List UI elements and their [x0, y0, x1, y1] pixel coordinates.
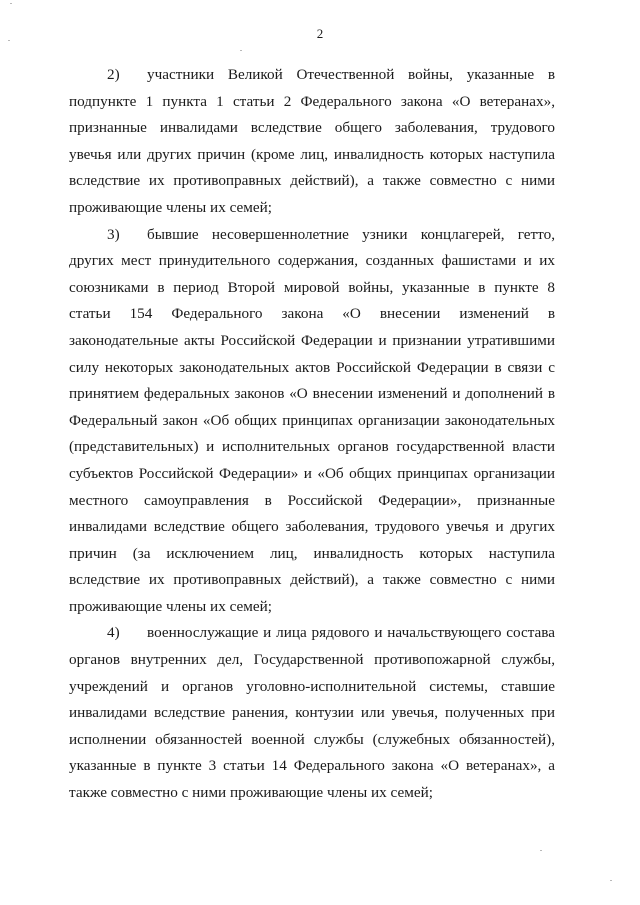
list-item — [69, 222, 555, 621]
item-text: бывшие несовершеннолетние узники концлагерей, гетто, других мест принудительного содержания, созданных фашистами и их союзниками в период Второй мировой войны, указанные в пункте 8 статьи 154 Федерального закона «О внесении изменений в законодательные акты Российской Федерации и признании утратившими силу некоторых законодательных актов Российской Федерации в связи с принятием федеральных законов «О внесении изменений и дополнений в Федеральный закон «Об общих принципах организации законодательных (представительных) и исполнительных органов государственной власти субъектов Российской Федерации» и «Об общих принципах организации местного самоуправления в Российской Федерации», признанные инвалидами вследствие общего заболевания, трудового увечья и других причин (за исключением лиц, инвалидность которых наступила вследствие их противоправных действий), а также совместно с ними проживающие члены их семей; — [69, 225, 555, 615]
item-number: 3) — [107, 225, 120, 243]
scan-speck — [10, 3, 12, 4]
scan-speck — [610, 880, 612, 881]
scan-speck — [540, 850, 542, 851]
list-item — [69, 62, 555, 222]
document-body — [69, 62, 555, 807]
item-text: участники Великой Отечественной войны, указанные в подпункте 1 пункта 1 статьи 2 Федерального закона «О ветеранах», признанные инвалидами вследствие общего заболевания, трудового увечья или других причин (кроме лиц, инвалидность которых наступила вследствие их противоправных действий), а также совместно с ними проживающие члены их семей; — [69, 66, 555, 216]
scan-speck — [8, 40, 10, 41]
item-text: военнослужащие и лица рядового и начальствующего состава органов внутренних дел, Государственной противопожарной службы, учреждений и органов уголовно-исполнительной системы, ставшие инвалидами вследствие ранения, контузии или увечья, полученных при исполнении обязанностей военной службы (служебных обязанностей), указанные в пункте 3 статьи 14 Федерального закона «О ветеранах», а также совместно с ними проживающие члены их семей; — [69, 624, 555, 802]
item-number: 4) — [107, 624, 120, 642]
page-number: 2 — [316, 26, 324, 41]
scan-speck — [240, 50, 242, 51]
list-item — [69, 620, 555, 806]
item-number: 2) — [107, 66, 120, 83]
